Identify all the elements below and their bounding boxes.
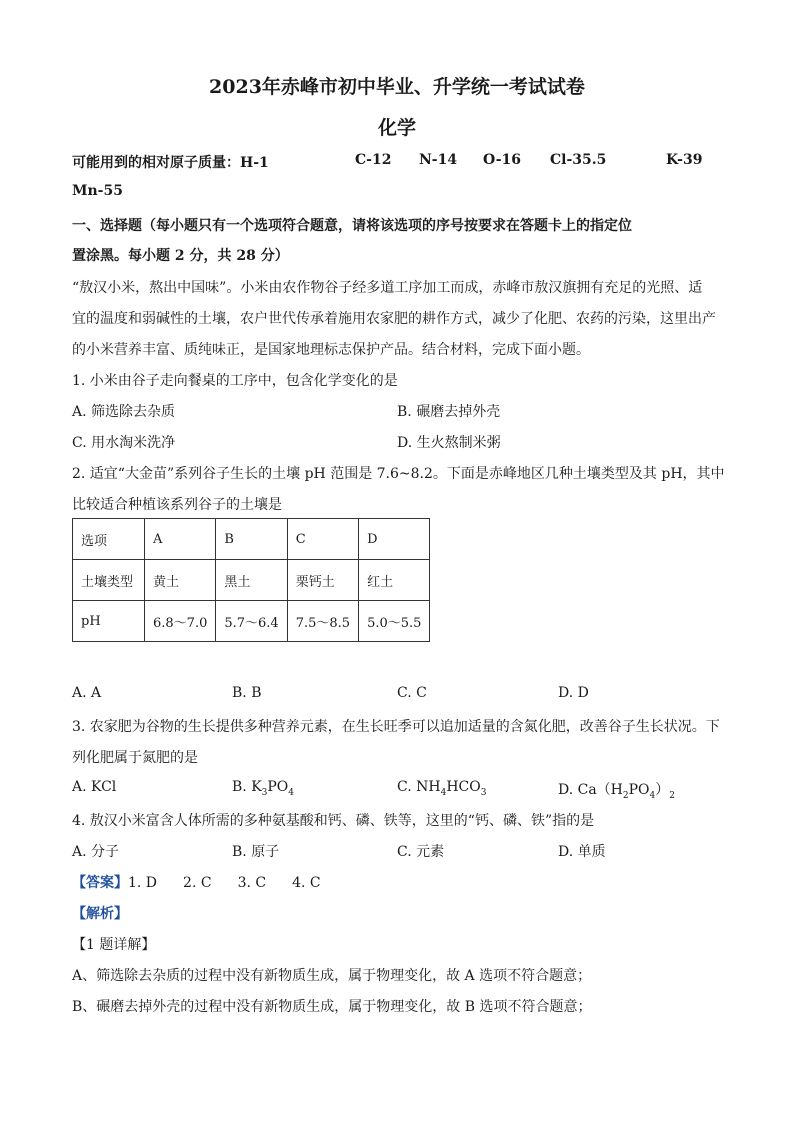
q3-option-c: C. $NH_4HCO_3$	[397, 779, 487, 798]
q2-stem-line1: 2. 适宜“大金苗”系列谷子生长的土壤 pH 范围是 7.6~8.2。下面是赤峰地区几种土壤类型及其 pH，其中	[72, 466, 725, 482]
table-cell: 黑土	[216, 560, 287, 601]
atomic-mass-item: Cl-35.5	[550, 152, 607, 168]
atomic-mass-item: C-12	[355, 152, 392, 168]
table-cell: 7.5～8.5	[287, 601, 358, 642]
table-row	[73, 601, 430, 642]
table-cell: A	[145, 519, 216, 560]
q1-option-b: B. 碾磨去掉外壳	[397, 404, 501, 420]
q1-option-a: A. 筛选除去杂质	[72, 404, 176, 420]
soil-ph-table	[72, 518, 430, 642]
section-heading-line2: 置涂黑。每小题 2 分，共 28 分）	[72, 248, 289, 264]
table-row	[73, 560, 430, 601]
analysis-line: A、筛选除去杂质的过程中没有新物质生成，属于物理变化，故 A 选项不符合题意；	[72, 968, 592, 984]
exam-title: 2023年赤峰市初中毕业、升学统一考试试卷	[209, 76, 585, 98]
table-cell: pH	[73, 601, 145, 642]
answer-item: 2. C	[183, 875, 212, 891]
answer-item: 1. D	[128, 875, 158, 891]
q4-option-b: B. 原子	[232, 844, 280, 860]
atomic-mass-item: K-39	[666, 152, 703, 168]
q3-option-b: B. $K_3PO_4$	[232, 779, 295, 798]
table-cell: 选项	[73, 519, 145, 560]
q4-option-c: C. 元素	[397, 844, 445, 860]
table-cell: D	[359, 519, 430, 560]
atomic-mass-last: Mn-55	[72, 183, 123, 199]
table-cell: 5.7～6.4	[216, 601, 287, 642]
table-cell: 栗钙土	[287, 560, 358, 601]
q2-option-d: D. D	[558, 685, 589, 701]
q2-stem-line2: 比较适合种植该系列谷子的土壤是	[72, 497, 282, 513]
atomic-mass-row	[72, 152, 712, 172]
atomic-mass-item: O-16	[483, 152, 522, 168]
table-cell: 红土	[359, 560, 430, 601]
passage-line: 宜的温度和弱碱性的土壤，农户世代传承着施用农家肥的耕作方式，减少了化肥、农药的污染，这里出产	[72, 311, 716, 327]
atomic-mass-label: 可能用到的相对原子质量：H-1	[72, 155, 269, 171]
table-row	[73, 519, 430, 560]
q2-option-b: B. B	[232, 685, 262, 701]
q3-stem-line2: 列化肥属于氮肥的是	[72, 750, 198, 766]
section-heading-line1: 一、选择题（每小题只有一个选项符合题意，请将该选项的序号按要求在答题卡上的指定位	[72, 218, 632, 234]
answer-item: 3. C	[237, 875, 267, 891]
analysis-subheading: 【1 题详解】	[72, 937, 156, 953]
q3-option-a: A. KCl	[72, 779, 117, 795]
table-cell: C	[287, 519, 358, 560]
q1-stem: 1. 小米由谷子走向餐桌的工序中，包含化学变化的是	[72, 373, 398, 389]
q2-option-c: C. C	[397, 685, 427, 701]
q2-option-a: A. A	[72, 685, 102, 701]
q1-option-c: C. 用水淘米洗净	[72, 435, 176, 451]
atomic-mass-item: N-14	[419, 152, 458, 168]
table-cell: B	[216, 519, 287, 560]
subject-title: 化学	[377, 117, 416, 139]
table-cell: 土壤类型	[73, 560, 145, 601]
table-cell: 黄土	[145, 560, 216, 601]
q4-option-d: D. 单质	[558, 844, 606, 860]
table-cell: 6.8～7.0	[145, 601, 216, 642]
q3-stem-line1: 3. 农家肥为谷物的生长提供多种营养元素，在生长旺季可以追加适量的含氮化肥，改善谷子生长状况。下	[72, 719, 720, 735]
table-cell: 5.0～5.5	[359, 601, 430, 642]
answer-tag: 【答案】	[72, 875, 128, 891]
passage-line: 的小米营养丰富、质纯味正，是国家地理标志保护产品。结合材料，完成下面小题。	[72, 342, 590, 358]
q4-stem: 4. 敖汉小米富含人体所需的多种氨基酸和钙、磷、铁等，这里的“钙、磷、铁”指的是	[72, 813, 595, 829]
q3-option-d: D. $Ca(H_2PO_4)_2$	[558, 782, 676, 801]
passage-line: “敖汉小米，熬出中国味”。小米由农作物谷子经多道工序加工而成，赤峰市敖汉旗拥有充足的光照、适	[72, 280, 703, 296]
q4-option-a: A. 分子	[72, 844, 120, 860]
analysis-line: B、碾磨去掉外壳的过程中没有新物质生成，属于物理变化，故 B 选项不符合题意；	[72, 999, 592, 1015]
answer-row	[72, 872, 321, 892]
answer-item: 4. C	[292, 875, 321, 891]
analysis-tag: 【解析】	[72, 906, 128, 922]
q1-option-d: D. 生火熬制米粥	[397, 435, 501, 451]
